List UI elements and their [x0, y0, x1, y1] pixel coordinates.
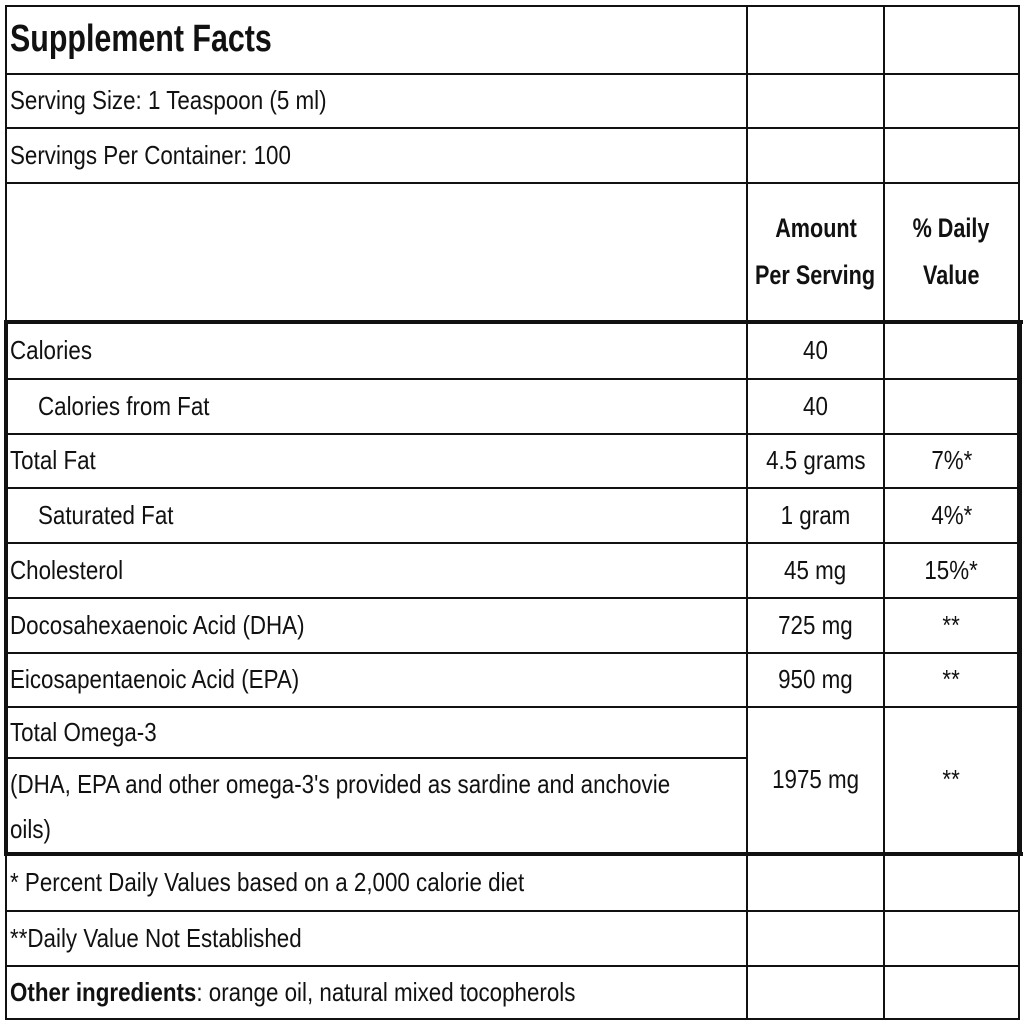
- nutrient-name: Saturated Fat: [38, 499, 174, 530]
- label-title: Supplement Facts: [10, 18, 272, 61]
- nutrient-amount: 45 mg: [784, 554, 847, 585]
- nutrient-name: Cholesterol: [10, 554, 124, 585]
- nutrient-amount: 725 mg: [778, 609, 853, 640]
- omega3-name: Total Omega-3: [10, 716, 157, 747]
- grid-line: [5, 1018, 1019, 1020]
- nutrient-amount: 40: [803, 335, 828, 366]
- nutrient-name: Eicosapentaenoic Acid (EPA): [10, 664, 300, 695]
- serving-size: Serving Size: 1 Teaspoon (5 ml): [10, 85, 327, 116]
- nutrient-daily-value: **: [942, 609, 961, 640]
- other-ingredients: [10, 967, 740, 1018]
- grid-line: [5, 757, 747, 759]
- nutrient-amount: 950 mg: [778, 664, 853, 695]
- nutrient-daily-value: 4%*: [930, 499, 973, 530]
- omega3-amount: 1975 mg: [771, 764, 860, 795]
- omega3-note: oils): [10, 814, 51, 845]
- footnote-percent-daily-values: * Percent Daily Values based on a 2,000 calorie diet: [10, 867, 525, 898]
- nutrient-name: Total Fat: [10, 445, 96, 476]
- nutrient-name: Calories from Fat: [38, 390, 210, 421]
- nutrient-amount: 4.5 grams: [765, 445, 866, 476]
- amount-per-serving-header: Amount Per Serving: [755, 212, 876, 290]
- nutrient-daily-value: 15%*: [924, 554, 979, 585]
- nutrient-name: Calories: [10, 335, 93, 366]
- daily-value-header: % Daily Value: [913, 212, 990, 290]
- other-ingredients-text: : orange oil, natural mixed tocopherols: [196, 976, 576, 1007]
- servings-per-container: Servings Per Container: 100: [10, 139, 291, 170]
- nutrient-amount: 40: [803, 390, 828, 421]
- omega3-note: (DHA, EPA and other omega-3's provided as sardine and anchovie: [10, 769, 671, 800]
- nutrient-amount: 1 gram: [780, 499, 851, 530]
- nutrient-name: Docosahexaenoic Acid (DHA): [10, 609, 305, 640]
- footnote-daily-value-not-established: **Daily Value Not Established: [10, 922, 302, 953]
- nutrient-daily-value: **: [942, 664, 961, 695]
- other-ingredients-label: Other ingredients: [10, 976, 197, 1007]
- nutrient-daily-value: [885, 380, 1018, 433]
- omega3-daily-value: **: [942, 764, 961, 795]
- nutrient-daily-value: 7%*: [930, 445, 973, 476]
- nutrient-daily-value: [885, 324, 1018, 378]
